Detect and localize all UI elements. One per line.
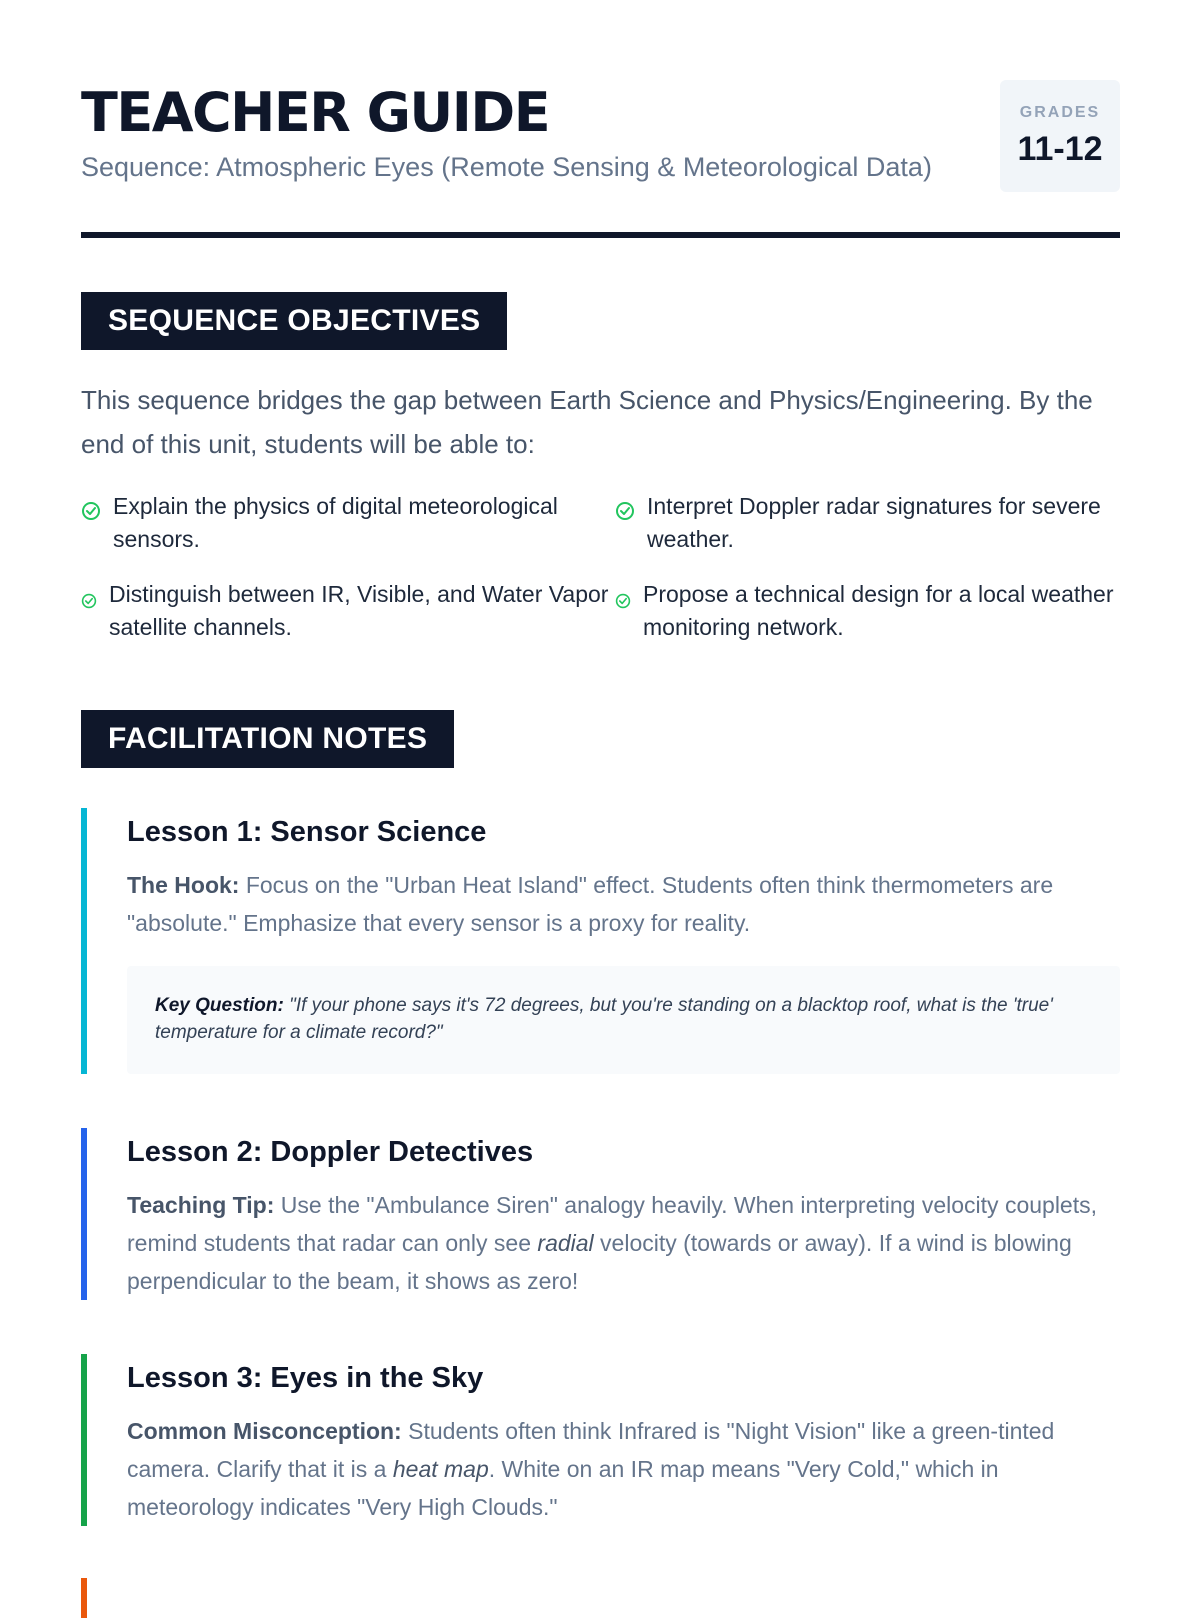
- lesson-card: [81, 1354, 1120, 1526]
- objectives-intro: This sequence bridges the gap between Earth Science and Physics/Engineering. By the end of this unit, students will be able to:: [81, 385, 1093, 459]
- facilitation-heading: FACILITATION NOTES: [81, 710, 454, 768]
- note-text: Students often think Infrared is "Night Vision" like a green-tinted camera. Clarify that it is a: [127, 1418, 1055, 1482]
- objective-text: Explain the physics of digital meteorological sensors.: [113, 493, 558, 552]
- objective-text: Interpret Doppler radar signatures for severe weather.: [647, 493, 1101, 552]
- grades-value: 11-12: [1017, 129, 1103, 168]
- lesson-card: [81, 1128, 1120, 1300]
- check-circle-icon: [615, 497, 635, 530]
- note-label: The Hook:: [127, 872, 240, 898]
- objective-item: [81, 578, 615, 644]
- lesson-note: [127, 1412, 1120, 1526]
- teacher-guide-page: [81, 80, 1120, 1618]
- objectives-heading: SEQUENCE OBJECTIVES: [81, 292, 507, 350]
- lesson-title: Lesson 1: Sensor Science: [127, 816, 487, 848]
- grades-badge: [1000, 80, 1120, 192]
- lesson-title: Lesson 3: Eyes in the Sky: [127, 1362, 484, 1394]
- grades-label: GRADES: [1019, 103, 1101, 121]
- note-emphasis: radial: [537, 1230, 594, 1256]
- check-circle-icon: [81, 497, 101, 530]
- guide-header: [81, 80, 1120, 192]
- lesson-card-partial: [81, 1578, 1120, 1618]
- note-text: velocity (towards or away). If a wind is blowing perpendicular to the beam, it shows as zero!: [127, 1230, 1072, 1294]
- check-circle-icon: [81, 585, 97, 618]
- page-title: TEACHER GUIDE: [81, 81, 550, 144]
- objectives-list: [81, 490, 1120, 644]
- key-question-callout: [127, 966, 1120, 1074]
- objective-item: [615, 578, 1120, 644]
- title-block: [81, 80, 932, 183]
- key-question-label: Key Question:: [155, 995, 284, 1016]
- objective-text: Propose a technical design for a local weather monitoring network.: [643, 581, 1114, 640]
- objective-item: [81, 490, 615, 556]
- header-divider: [81, 232, 1120, 238]
- objective-text: Distinguish between IR, Visible, and Water Vapor satellite channels.: [109, 581, 609, 640]
- page-subtitle: Sequence: Atmospheric Eyes (Remote Sensing & Meteorological Data): [81, 152, 932, 182]
- check-circle-icon: [615, 585, 631, 618]
- objective-item: [615, 490, 1120, 556]
- note-label: Teaching Tip:: [127, 1192, 275, 1218]
- lesson-note: [127, 866, 1120, 942]
- note-emphasis: heat map: [392, 1456, 489, 1482]
- note-text: Focus on the "Urban Heat Island" effect. Students often think thermometers are "absolute." Emphasize that every sensor is a proxy for reality.: [127, 872, 1054, 936]
- lesson-title: Lesson 2: Doppler Detectives: [127, 1136, 534, 1168]
- note-label: Common Misconception:: [127, 1418, 402, 1444]
- key-question-text: "If your phone says it's 72 degrees, but you're standing on a blacktop roof, what is the 'true' temperature for a climate record?": [155, 995, 1053, 1043]
- note-text: Use the "Ambulance Siren" analogy heavily. When interpreting velocity couplets, remind students that radar can only see: [127, 1192, 1097, 1256]
- note-text: . White on an IR map means "Very Cold," which in meteorology indicates "Very High Clouds.": [127, 1456, 999, 1520]
- lesson-note: [127, 1186, 1120, 1300]
- lesson-card: [81, 808, 1120, 1074]
